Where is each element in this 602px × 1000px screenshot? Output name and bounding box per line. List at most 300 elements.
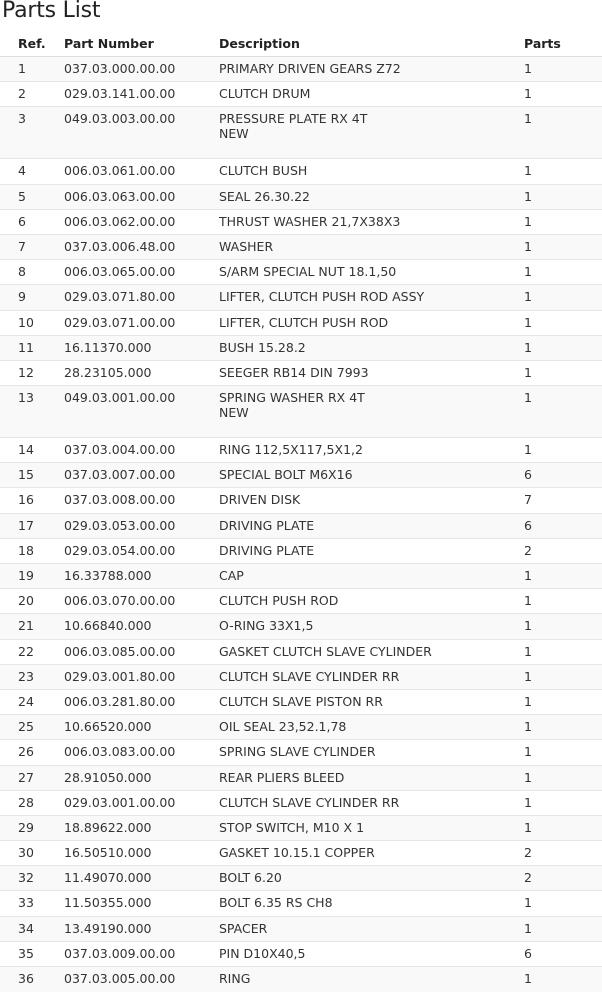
cell-part-number [64, 335, 219, 360]
cell-description [219, 639, 524, 664]
cell-description [219, 184, 524, 209]
cell-description [219, 513, 524, 538]
table-row [0, 967, 602, 992]
table-row [0, 589, 602, 614]
cell-part-number-text: 037.03.004.00.00 [64, 442, 176, 458]
cell-description-text: S/ARM SPECIAL NUT 18.1,50 [219, 264, 397, 280]
cell-description-text: LIFTER, CLUTCH PUSH ROD ASSY [219, 289, 425, 305]
cell-parts-text: 1 [524, 769, 532, 785]
cell-parts-text: 1 [524, 895, 532, 911]
cell-parts-text: 1 [524, 442, 532, 458]
cell-description [219, 916, 524, 941]
cell-part-number [64, 184, 219, 209]
cell-parts-text: 1 [524, 794, 532, 810]
cell-part-number [64, 209, 219, 234]
cell-parts-text: 1 [524, 163, 532, 179]
cell-parts-text: 1 [524, 719, 532, 735]
parts-table [0, 30, 602, 992]
cell-parts [524, 107, 602, 159]
cell-part-number-text: 006.03.070.00.00 [64, 593, 176, 609]
cell-ref-text: 36 [18, 971, 34, 986]
table-row [0, 310, 602, 335]
cell-part-number-text: 10.66840.000 [64, 618, 152, 634]
cell-parts-text: 2 [524, 870, 532, 886]
cell-description-text: BOLT 6.35 RS CH8 [219, 895, 333, 911]
cell-description-text: REAR PLIERS BLEED [219, 769, 345, 785]
cell-parts [524, 967, 602, 992]
cell-ref-text: 32 [18, 870, 34, 886]
cell-description-text: CAP [219, 568, 244, 583]
cell-part-number [64, 689, 219, 714]
cell-ref [0, 209, 64, 234]
cell-ref [0, 941, 64, 966]
cell-parts [524, 715, 602, 740]
page-title: Parts List [2, 0, 101, 23]
cell-parts-text: 1 [524, 819, 532, 835]
cell-description [219, 57, 524, 82]
cell-parts-text: 1 [524, 314, 532, 330]
cell-part-number-text: 28.23105.000 [64, 364, 152, 380]
table-row [0, 260, 602, 285]
cell-part-number [64, 967, 219, 992]
cell-description-text: DRIVING PLATE [219, 517, 315, 533]
cell-description [219, 538, 524, 563]
cell-ref-text: 16 [18, 492, 34, 508]
cell-parts-text: 7 [524, 492, 532, 508]
cell-parts [524, 538, 602, 563]
cell-parts [524, 82, 602, 107]
cell-ref-text: 26 [18, 744, 34, 760]
cell-description-text: OIL SEAL 23,52.1,78 [219, 719, 347, 735]
cell-parts-text: 1 [524, 339, 532, 355]
cell-ref [0, 386, 64, 438]
cell-part-number [64, 463, 219, 488]
table-row [0, 513, 602, 538]
cell-ref-text: 9 [18, 289, 26, 305]
cell-part-number-text: 037.03.009.00.00 [64, 945, 176, 961]
cell-parts [524, 790, 602, 815]
cell-description [219, 285, 524, 310]
cell-ref-text: 20 [18, 593, 34, 609]
cell-description [219, 689, 524, 714]
table-row [0, 664, 602, 689]
cell-part-number-text: 037.03.005.00.00 [64, 971, 176, 986]
cell-part-number-text: 28.91050.000 [64, 769, 152, 785]
cell-parts-text: 1 [524, 971, 532, 986]
cell-description [219, 488, 524, 513]
cell-ref-text: 33 [18, 895, 34, 911]
cell-description [219, 463, 524, 488]
table-row [0, 386, 602, 438]
cell-part-number-text: 037.03.007.00.00 [64, 467, 176, 483]
cell-part-number [64, 488, 219, 513]
cell-part-number [64, 664, 219, 689]
cell-ref [0, 82, 64, 107]
cell-ref-text: 29 [18, 819, 34, 835]
cell-part-number [64, 260, 219, 285]
cell-ref-text: 5 [18, 188, 26, 204]
bottom-edge [0, 994, 602, 1000]
cell-ref [0, 107, 64, 159]
cell-parts-text: 1 [524, 744, 532, 760]
cell-description [219, 790, 524, 815]
cell-description [219, 82, 524, 107]
cell-part-number-text: 13.49190.000 [64, 920, 152, 936]
cell-description-text: BUSH 15.28.2 [219, 339, 306, 355]
cell-description-text: SPRING WASHER RX 4T NEW [219, 390, 365, 421]
cell-part-number [64, 234, 219, 259]
cell-description-text: GASKET CLUTCH SLAVE CYLINDER [219, 643, 432, 659]
cell-parts-text: 2 [524, 542, 532, 558]
cell-description-text: CLUTCH SLAVE CYLINDER RR [219, 668, 400, 684]
cell-parts [524, 310, 602, 335]
cell-description [219, 107, 524, 159]
table-row [0, 107, 602, 159]
cell-ref [0, 614, 64, 639]
cell-part-number-text: 037.03.000.00.00 [64, 61, 176, 76]
cell-description-text: SPRING SLAVE CYLINDER [219, 744, 376, 760]
cell-part-number [64, 386, 219, 438]
cell-part-number-text: 10.66520.000 [64, 719, 152, 735]
cell-parts [524, 360, 602, 385]
cell-ref [0, 841, 64, 866]
cell-ref [0, 513, 64, 538]
cell-part-number-text: 11.50355.000 [64, 895, 152, 911]
table-row [0, 438, 602, 463]
table-row [0, 841, 602, 866]
cell-part-number [64, 538, 219, 563]
cell-description-text: GASKET 10.15.1 COPPER [219, 845, 375, 861]
cell-ref-text: 2 [18, 86, 26, 102]
table-row [0, 285, 602, 310]
table-row [0, 564, 602, 589]
cell-part-number-text: 11.49070.000 [64, 870, 152, 886]
cell-description-text: LIFTER, CLUTCH PUSH ROD [219, 314, 389, 330]
cell-ref [0, 360, 64, 385]
cell-parts [524, 438, 602, 463]
cell-description [219, 260, 524, 285]
cell-part-number [64, 82, 219, 107]
cell-description-text: PRIMARY DRIVEN GEARS Z72 [219, 61, 401, 76]
table-row [0, 57, 602, 82]
cell-ref [0, 639, 64, 664]
cell-part-number-text: 029.03.001.80.00 [64, 668, 176, 684]
cell-description [219, 715, 524, 740]
table-row [0, 184, 602, 209]
cell-parts-text: 1 [524, 289, 532, 305]
cell-parts [524, 285, 602, 310]
cell-ref [0, 463, 64, 488]
cell-parts-text: 1 [524, 920, 532, 936]
table-header-row [0, 30, 602, 57]
cell-description-text: WASHER [219, 238, 274, 254]
cell-ref-text: 4 [18, 163, 26, 179]
cell-ref-text: 28 [18, 794, 34, 810]
cell-ref-text: 23 [18, 668, 34, 684]
table-row [0, 159, 602, 184]
cell-ref-text: 18 [18, 542, 34, 558]
table-body [0, 57, 602, 992]
table-row [0, 488, 602, 513]
cell-part-number-text: 16.33788.000 [64, 568, 152, 583]
cell-part-number [64, 765, 219, 790]
cell-parts-text: 1 [524, 111, 532, 127]
cell-ref-text: 19 [18, 568, 34, 583]
cell-part-number-text: 029.03.071.00.00 [64, 314, 176, 330]
cell-part-number-text: 006.03.061.00.00 [64, 163, 176, 179]
cell-parts [524, 689, 602, 714]
table-row [0, 740, 602, 765]
cell-description-text: CLUTCH BUSH [219, 163, 308, 179]
cell-ref [0, 715, 64, 740]
cell-ref-text: 17 [18, 517, 34, 533]
cell-ref [0, 689, 64, 714]
cell-parts-text: 6 [524, 467, 532, 483]
cell-description-text: RING [219, 971, 251, 986]
cell-ref-text: 34 [18, 920, 34, 936]
cell-parts [524, 184, 602, 209]
table-row [0, 941, 602, 966]
cell-part-number-text: 029.03.053.00.00 [64, 517, 176, 533]
table-row [0, 463, 602, 488]
cell-description [219, 159, 524, 184]
cell-description [219, 941, 524, 966]
cell-description [219, 310, 524, 335]
cell-description-text: DRIVEN DISK [219, 492, 301, 508]
table-row [0, 360, 602, 385]
cell-ref-text: 30 [18, 845, 34, 861]
cell-ref [0, 891, 64, 916]
cell-ref [0, 488, 64, 513]
column-header-part-number: Part Number [64, 30, 219, 57]
cell-description-text: RING 112,5X117,5X1,2 [219, 442, 363, 458]
cell-part-number [64, 57, 219, 82]
cell-ref [0, 285, 64, 310]
column-header-parts: Parts [524, 30, 602, 57]
cell-part-number [64, 941, 219, 966]
cell-description-text: PRESSURE PLATE RX 4T NEW [219, 111, 368, 142]
cell-part-number-text: 029.03.141.00.00 [64, 86, 176, 102]
cell-description-text: THRUST WASHER 21,7X38X3 [219, 213, 401, 229]
cell-ref [0, 234, 64, 259]
cell-description-text: SPECIAL BOLT M6X16 [219, 467, 353, 483]
cell-description [219, 765, 524, 790]
cell-ref [0, 740, 64, 765]
cell-part-number-text: 006.03.065.00.00 [64, 264, 176, 280]
table-row [0, 916, 602, 941]
cell-parts-text: 1 [524, 668, 532, 684]
cell-parts [524, 841, 602, 866]
cell-parts [524, 866, 602, 891]
table-row [0, 639, 602, 664]
cell-description [219, 335, 524, 360]
cell-ref [0, 664, 64, 689]
cell-parts [524, 260, 602, 285]
cell-parts-text: 1 [524, 213, 532, 229]
cell-part-number [64, 790, 219, 815]
cell-parts [524, 639, 602, 664]
cell-part-number [64, 916, 219, 941]
cell-ref-text: 24 [18, 693, 34, 709]
cell-description [219, 664, 524, 689]
cell-parts-text: 1 [524, 238, 532, 254]
cell-part-number [64, 866, 219, 891]
cell-ref [0, 159, 64, 184]
cell-parts [524, 234, 602, 259]
cell-parts-text: 1 [524, 618, 532, 634]
cell-part-number-text: 006.03.083.00.00 [64, 744, 176, 760]
cell-description-text: CLUTCH SLAVE PISTON RR [219, 693, 383, 709]
cell-ref-text: 7 [18, 238, 26, 254]
cell-description-text: CLUTCH SLAVE CYLINDER RR [219, 794, 400, 810]
cell-description-text: O-RING 33X1,5 [219, 618, 314, 634]
column-header-description: Description [219, 30, 524, 57]
cell-parts [524, 664, 602, 689]
table-row [0, 335, 602, 360]
cell-part-number-text: 006.03.062.00.00 [64, 213, 176, 229]
cell-description [219, 967, 524, 992]
cell-ref [0, 916, 64, 941]
cell-parts [524, 941, 602, 966]
cell-ref [0, 866, 64, 891]
cell-parts-text: 1 [524, 390, 532, 406]
cell-part-number [64, 614, 219, 639]
cell-description [219, 891, 524, 916]
cell-parts [524, 159, 602, 184]
cell-parts-text: 1 [524, 86, 532, 102]
cell-description [219, 209, 524, 234]
cell-part-number [64, 891, 219, 916]
cell-part-number-text: 049.03.003.00.00 [64, 111, 176, 127]
cell-ref-text: 22 [18, 643, 34, 659]
cell-part-number [64, 310, 219, 335]
cell-description [219, 614, 524, 639]
cell-part-number-text: 049.03.001.00.00 [64, 390, 176, 406]
cell-ref-text: 10 [18, 314, 34, 330]
cell-parts [524, 513, 602, 538]
cell-part-number [64, 589, 219, 614]
cell-parts [524, 209, 602, 234]
cell-description-text: SEEGER RB14 DIN 7993 [219, 364, 369, 380]
cell-ref-text: 27 [18, 769, 34, 785]
cell-ref-text: 35 [18, 945, 34, 961]
cell-parts [524, 815, 602, 840]
cell-parts [524, 614, 602, 639]
cell-part-number-text: 006.03.063.00.00 [64, 188, 176, 204]
cell-parts [524, 765, 602, 790]
cell-parts-text: 1 [524, 61, 532, 76]
cell-parts-text: 2 [524, 845, 532, 861]
cell-parts [524, 589, 602, 614]
cell-part-number-text: 16.50510.000 [64, 845, 152, 861]
cell-ref-text: 15 [18, 467, 34, 483]
cell-parts [524, 463, 602, 488]
cell-parts-text: 1 [524, 188, 532, 204]
cell-part-number-text: 029.03.054.00.00 [64, 542, 176, 558]
cell-ref [0, 564, 64, 589]
cell-parts-text: 6 [524, 945, 532, 961]
cell-description-text: DRIVING PLATE [219, 542, 315, 558]
cell-parts [524, 564, 602, 589]
cell-ref [0, 765, 64, 790]
cell-part-number-text: 029.03.001.00.00 [64, 794, 176, 810]
cell-ref-text: 1 [18, 61, 26, 76]
table-row [0, 765, 602, 790]
table-row [0, 715, 602, 740]
cell-parts-text: 1 [524, 264, 532, 280]
cell-part-number [64, 360, 219, 385]
cell-description [219, 234, 524, 259]
cell-description [219, 438, 524, 463]
cell-ref-text: 8 [18, 264, 26, 280]
cell-part-number [64, 639, 219, 664]
cell-ref [0, 589, 64, 614]
cell-parts-text: 6 [524, 517, 532, 533]
cell-description [219, 360, 524, 385]
cell-ref [0, 790, 64, 815]
cell-description-text: STOP SWITCH, M10 X 1 [219, 819, 365, 835]
column-header-ref: Ref. [0, 30, 64, 57]
cell-part-number [64, 841, 219, 866]
cell-description [219, 589, 524, 614]
cell-part-number-text: 18.89622.000 [64, 819, 152, 835]
cell-part-number [64, 285, 219, 310]
cell-ref-text: 6 [18, 213, 26, 229]
cell-ref-text: 13 [18, 390, 34, 406]
cell-description-text: BOLT 6.20 [219, 870, 282, 886]
cell-part-number [64, 815, 219, 840]
table-row [0, 209, 602, 234]
cell-ref [0, 815, 64, 840]
cell-description-text: CLUTCH DRUM [219, 86, 311, 102]
cell-part-number [64, 107, 219, 159]
cell-description [219, 841, 524, 866]
cell-parts-text: 1 [524, 568, 532, 583]
cell-ref-text: 12 [18, 364, 34, 380]
cell-description [219, 564, 524, 589]
cell-description-text: PIN D10X40,5 [219, 945, 306, 961]
cell-ref-text: 11 [18, 339, 34, 355]
cell-ref [0, 538, 64, 563]
cell-ref-text: 3 [18, 111, 26, 127]
cell-description [219, 866, 524, 891]
cell-part-number [64, 740, 219, 765]
cell-description [219, 386, 524, 438]
cell-part-number-text: 037.03.006.48.00 [64, 238, 176, 254]
table-row [0, 891, 602, 916]
cell-parts [524, 916, 602, 941]
cell-part-number [64, 438, 219, 463]
table-row [0, 815, 602, 840]
cell-parts [524, 386, 602, 438]
table-row [0, 614, 602, 639]
table-row [0, 234, 602, 259]
cell-parts [524, 740, 602, 765]
cell-parts [524, 488, 602, 513]
cell-ref-text: 25 [18, 719, 34, 735]
cell-parts [524, 335, 602, 360]
table-row [0, 82, 602, 107]
cell-ref [0, 335, 64, 360]
cell-description-text: SEAL 26.30.22 [219, 188, 310, 204]
cell-part-number-text: 029.03.071.80.00 [64, 289, 176, 305]
cell-parts-text: 1 [524, 593, 532, 609]
table-row [0, 866, 602, 891]
cell-parts [524, 891, 602, 916]
cell-ref-text: 21 [18, 618, 34, 634]
cell-part-number [64, 564, 219, 589]
cell-parts [524, 57, 602, 82]
